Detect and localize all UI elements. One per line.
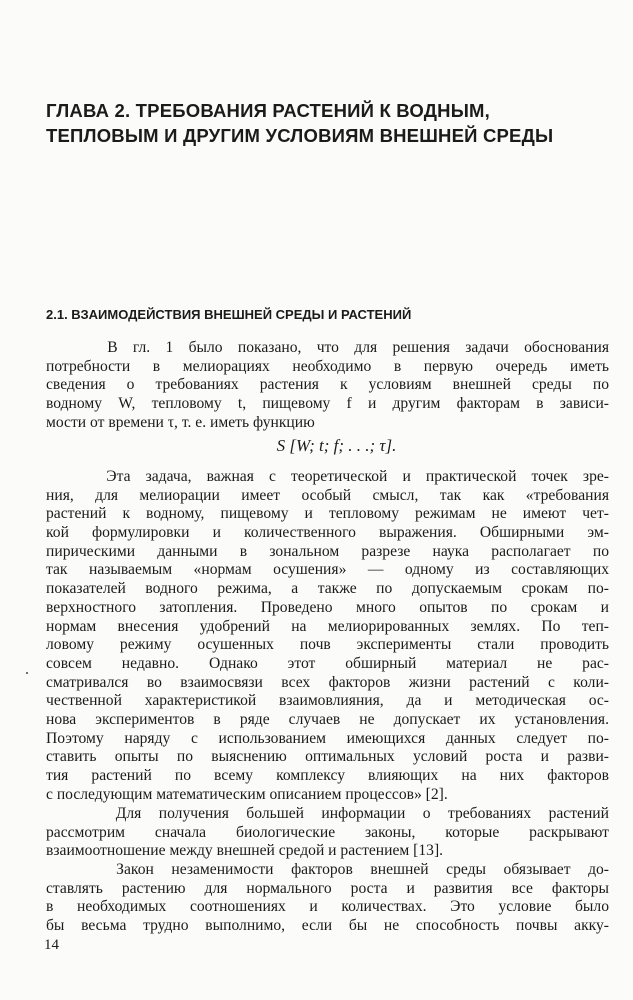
page-number: 14 — [44, 937, 59, 953]
paragraph-intro — [46, 339, 609, 432]
text-line: нормам внесения удобрений на мелиорированных землях. По теп- — [46, 617, 609, 635]
text-line: в необходимых соотношениях и количествах. Это условие было — [46, 898, 609, 916]
text-line: так называемым «нормам осушения» — одному из составляющих — [46, 561, 609, 579]
paragraph-law — [46, 861, 609, 936]
text-line: В гл. 1 было показано, что для решения задачи обоснования — [46, 339, 609, 356]
paragraph-information — [46, 805, 609, 861]
text-line: потребности в мелиорациях необходимо в первую очередь иметь — [46, 357, 609, 375]
text-line: сведения о требованиях растения к условиям внешней среды по — [46, 376, 609, 394]
text-line: растений к водному, пищевому и тепловому режимам не имеют чет- — [46, 505, 609, 523]
text-line: рассмотрим сначала биологические законы, которые раскрывают — [46, 823, 609, 841]
text-line: с последующим математическим описанием процессов» [2]. — [46, 785, 448, 803]
section-title: 2.1. ВЗАИМОДЕЙСТВИЯ ВНЕШНЕЙ СРЕДЫ И РАСТЕНИЙ — [46, 307, 412, 322]
text-line: кой формулировки и количественного выражения. Обширными эм- — [46, 524, 609, 542]
text-line: Для получения большей информации о требованиях растений — [46, 805, 609, 822]
chapter-title-line: ГЛАВА 2. ТРЕБОВАНИЯ РАСТЕНИЙ К ВОДНЫМ, — [46, 100, 490, 121]
text-line: ставить опыты по выяснению оптимальных условий роста и разви- — [46, 748, 609, 766]
text-line: сматривался во взаимосвязи всех факторов жизни растений с коли- — [46, 673, 609, 691]
text-line: верхностного затопления. Проведено много опытов по срокам и — [46, 598, 609, 616]
text-line: Эта задача, важная с теоретической и практической точек зре- — [46, 468, 609, 485]
text-line: показателей водного режима, а также по допускаемым срокам по- — [46, 580, 609, 598]
text-line: ловому режиму осушенных почв эксперименты стали проводить — [46, 636, 609, 654]
text-line: ния, для мелиорации имеет особый смысл, так как «требования — [46, 486, 609, 504]
text-line: тия растений по всему комплексу влияющих на них факторов — [46, 767, 609, 784]
text-line: Поэтому наряду с использованием имеющихся данных следует по- — [46, 729, 609, 747]
paragraph-task — [46, 468, 609, 804]
text-line: водному W, тепловому t, пищевому f и другим факторам в зависи- — [46, 395, 609, 413]
scan-speck — [26, 672, 28, 674]
chapter-title-line: ТЕПЛОВЫМ И ДРУГИМ УСЛОВИЯМ ВНЕШНЕЙ СРЕДЫ — [46, 125, 554, 146]
chapter-title — [46, 98, 616, 148]
text-line: ставлять растению для нормального роста и развития все факторы — [46, 879, 609, 897]
text-line: Закон незаменимости факторов внешней среды обязывает до- — [46, 861, 609, 878]
text-line: нова экспериментов в ряде случаев не допускает их установления. — [46, 710, 609, 728]
text-line: пирическими данными в зональном разрезе наука располагает по — [46, 542, 609, 560]
text-line: мости от времени τ, т. е. иметь функцию — [46, 413, 315, 431]
text-line: бы весьма трудно выполнимо, если бы не способность почвы акку- — [46, 917, 609, 935]
text-line: взаимоотношение между внешней средой и растением [13]. — [46, 842, 444, 860]
text-line: совсем недавно. Однако этот обширный материал не рас- — [46, 654, 609, 672]
text-line: чественной характеристикой взаимовлияния, да и методическая ос- — [46, 692, 609, 710]
formula: S [W; t; f; . . .; τ]. — [276, 436, 397, 455]
